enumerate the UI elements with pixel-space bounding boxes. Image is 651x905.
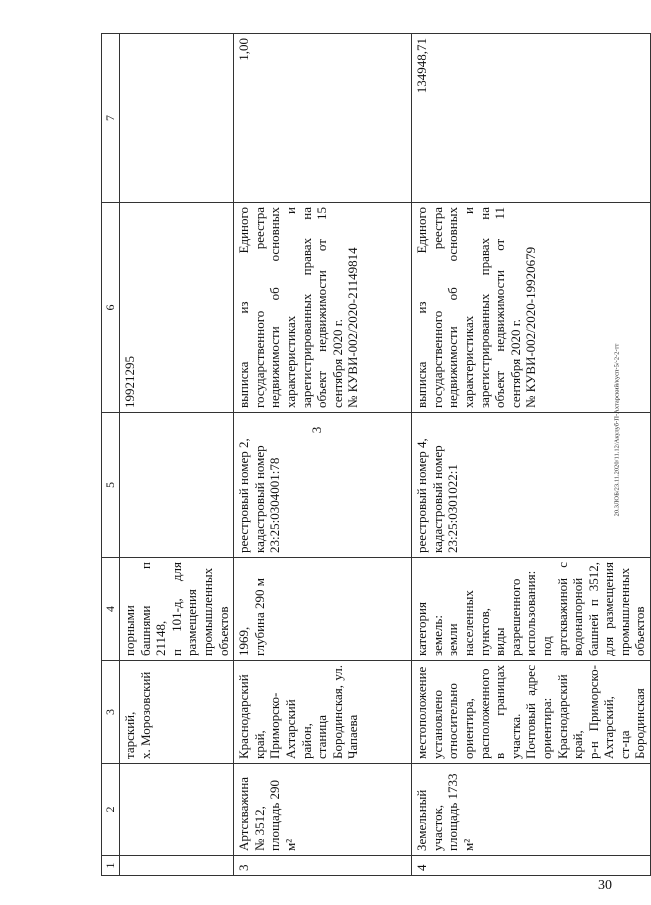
cell-registry xyxy=(120,413,234,558)
cell-document: выписка из Единого государственного реестра недвижимости об основных характеристиках и зарегистрированных правах на объект недвижимости от 15 сентября 2020 г. № КУВИ-002/2020-21149814 xyxy=(234,203,412,413)
cell-number: 4 xyxy=(412,856,651,876)
cell-address: тарский, х. Морозовский xyxy=(120,661,234,764)
cell-document: выписка из Единого государственного реестра недвижимости об основных характеристиках и зарегистрированных правах на объект недвижимости от 11 сентября 2020 г. № КУВИ-002/2020-19920679 xyxy=(412,203,651,413)
table-row xyxy=(120,34,234,876)
cell-address: Краснодарский край, Приморско-Ахтарский район, станица Бородинская, ул. Чапаева xyxy=(234,661,412,764)
column-header: 5 xyxy=(102,413,120,558)
column-header: 4 xyxy=(102,558,120,661)
cell-number xyxy=(120,856,234,876)
cell-value: 134948,71 xyxy=(412,34,651,203)
cell-name xyxy=(120,764,234,856)
property-table xyxy=(101,33,651,876)
cell-registry: реестровый номер 4, кадастровый номер 23:25:0301022:1 xyxy=(412,413,651,558)
cell-address: местоположение установлено относительно ориентира, расположенного в границах участка. Почтовый адрес ориентира: Краснодарский край, р-н Приморско-Ахтарский, ст-ца Бородинская xyxy=(412,661,651,764)
cell-name: Артскважина № 3512, площадь 290 м² xyxy=(234,764,412,856)
cell-document: 19921295 xyxy=(120,203,234,413)
column-header: 2 xyxy=(102,764,120,856)
cell-characteristics: 1969, глубина 290 м xyxy=(234,558,412,661)
column-header: 1 xyxy=(102,856,120,876)
cell-characteristics: категория земель: земли населенных пунктов, виды разрешенного использования: под артскважиной с водонапорной башней п 3512, для размещения промышленных объектов xyxy=(412,558,651,661)
footer-code: 20.3ЛОБ/23.11.2020/11.12/Акулуб-П-Ахтарский/кусп-5/-2-2-тт xyxy=(613,343,621,517)
cell-value xyxy=(120,34,234,203)
cell-registry: реестровый номер 2, кадастровый номер 23:25:0304001:78 xyxy=(234,413,412,558)
page-number-bottom: 30 xyxy=(598,878,612,893)
cell-characteristics: порными башнями п 21148, п 101-д, для размещения промышленных объектов xyxy=(120,558,234,661)
cell-name: Земельный участок, площадь 1733 м² xyxy=(412,764,651,856)
cell-value: 1,00 xyxy=(234,34,412,203)
header-row xyxy=(102,34,120,876)
column-header: 6 xyxy=(102,203,120,413)
column-header: 3 xyxy=(102,661,120,764)
cell-number: 3 xyxy=(234,856,412,876)
page-number-top: 3 xyxy=(309,426,324,434)
column-header: 7 xyxy=(102,34,120,203)
table-row xyxy=(234,34,412,876)
